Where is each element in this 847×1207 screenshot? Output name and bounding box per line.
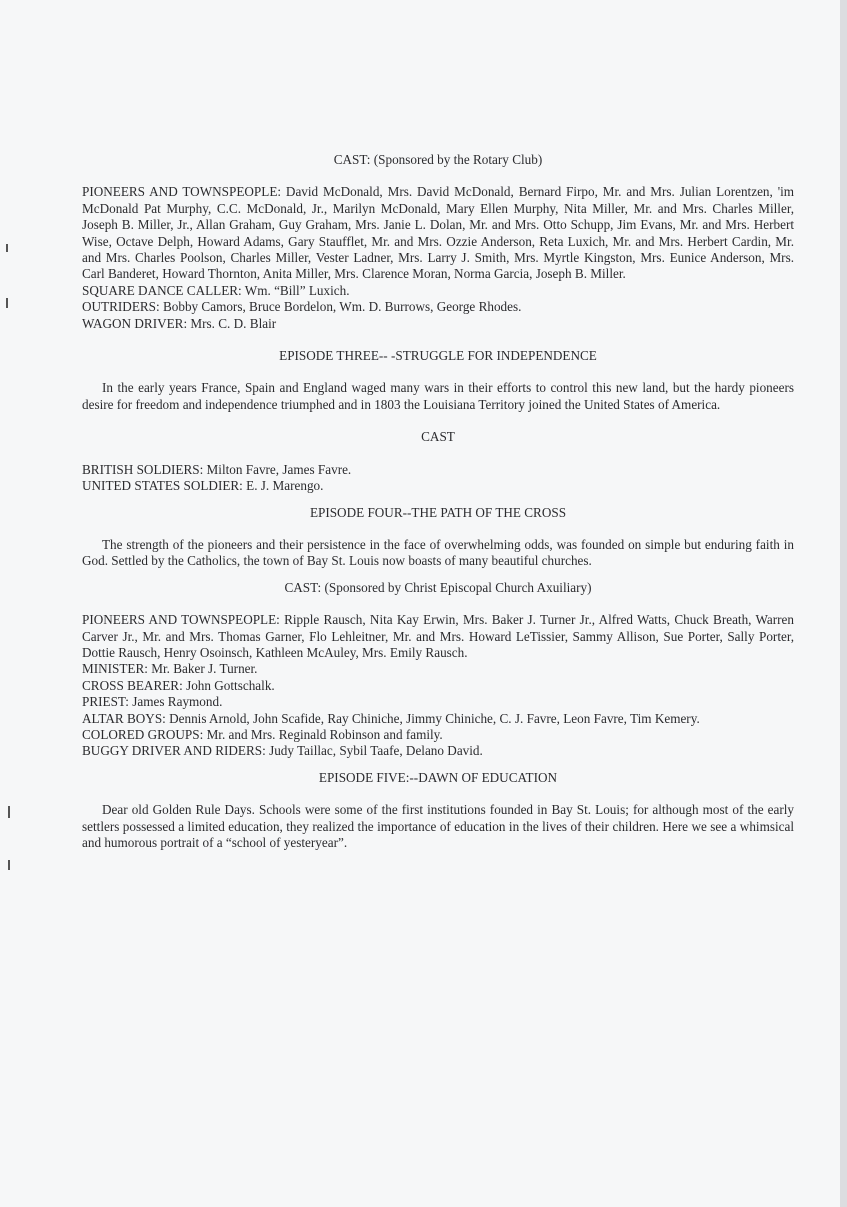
margin-mark-4 (8, 860, 10, 870)
square-dance-caller: SQUARE DANCE CALLER: Wm. “Bill” Luxich. (82, 282, 350, 298)
wagon-driver: WAGON DRIVER: Mrs. C. D. Blair (82, 315, 277, 331)
priest: PRIEST: James Raymond. (82, 694, 223, 710)
altar-boys: ALTAR BOYS: Dennis Arnold, John Scafide, Ray Chiniche, Jimmy Chiniche, C. J. Favre, Leon Favre, Tim Kemery. (82, 710, 700, 726)
episode-five-text: Dear old Golden Rule Days. Schools were some of the first institutions founded in Bay St. Louis; for although most of the early settlers possessed a limited education, they realized the importance of education in the lives of their children. Here we see a whimsical and humorous portrait of a “school of yesteryear”. (82, 802, 794, 850)
pioneers-episcopal: PIONEERS AND TOWNSPEOPLE: Ripple Rausch, Nita Kay Erwin, Mrs. Baker J. Turner Jr., Alfred Watts, Chuck Breath, Warren Carver Jr., Mr. and Mrs. Thomas Garner, Flo Lehleitner, Mr. and Mrs. Howard LeTissier, Sammy Allison, Sue Porter, Sally Porter, Dottie Rausch, Henry Osoinsch, Kathleen McAuley, Mrs. Emily Rausch. (82, 612, 794, 660)
margin-mark-3 (8, 806, 10, 818)
us-soldier: UNITED STATES SOLDIER: E. J. Marengo. (82, 478, 324, 494)
cross-bearer: CROSS BEARER: John Gottschalk. (82, 677, 275, 693)
colored-groups: COLORED GROUPS: Mr. and Mrs. Reginald Robinson and family. (82, 726, 443, 742)
british-soldiers: BRITISH SOLDIERS: Milton Favre, James Favre. (82, 461, 352, 477)
buggy-driver: BUGGY DRIVER AND RIDERS: Judy Taillac, Sybil Taafe, Delano David. (82, 743, 483, 759)
episode-four-text: The strength of the pioneers and their persistence in the face of overwhelming odds, was founded on simple but enduring faith in God. Settled by the Catholics, the town of Bay St. Louis now boasts of many beautiful churches. (82, 536, 794, 569)
cast-heading: CAST (421, 429, 455, 445)
cast-heading-rotary: CAST: (Sponsored by the Rotary Club) (333, 152, 543, 167)
episode-three-text: In the early years France, Spain and England waged many wars in their efforts to control this new land, but the hardy pioneers desire for freedom and independence triumphed and in 1803 the Louisiana Territory joined the United States of America. (82, 380, 794, 412)
page-edge (840, 0, 847, 1207)
margin-mark-2 (6, 298, 8, 308)
document-body (82, 152, 794, 851)
cast-heading-episcopal: CAST: (Sponsored by Christ Episcopal Church Axuiliary) (284, 579, 592, 595)
pioneers-rotary: PIONEERS AND TOWNSPEOPLE: David McDonald, Mrs. David McDonald, Bernard Firpo, Mr. and Mrs. Julian Lorentzen, 'im McDonald Pat Murphy, C.C. McDonald, Jr., Marilyn McDonald, Mary Ellen Murphy, Nita Miller, Mr. and Mrs. Charles Miller, Joseph B. Miller, Jr., Allan Graham, Guy Graham, Mrs. Janie L. Dolan, Mr. and Mrs. Otto Schupp, Jim Evans, Mr. and Mrs. Herbert Wise, Octave Delph, Howard Adams, Gary Staufflet, Mr. and Mrs. Ozzie Anderson, Reta Luxich, Mr. and Mrs. Herbert Cardin, Mr. and Mrs. Charles Poolson, Charles Miller, Vester Ladner, Mrs. Larry J. Smith, Mrs. Myrtle Kingston, Mrs. Eunice Anderson, Mrs. Carl Banderet, Howard Thornton, Anita Miller, Mrs. Clarence Moran, Norma Garcia, Joseph B. Miller. (82, 184, 794, 282)
episode-three-heading: EPISODE THREE-- -STRUGGLE FOR INDEPENDENCE (279, 348, 597, 364)
episode-four-heading: EPISODE FOUR--THE PATH OF THE CROSS (309, 504, 567, 520)
minister: MINISTER: Mr. Baker J. Turner. (82, 661, 258, 677)
outriders: OUTRIDERS: Bobby Camors, Bruce Bordelon, Wm. D. Burrows, George Rhodes. (82, 299, 522, 315)
episode-five-heading: EPISODE FIVE:--DAWN OF EDUCATION (318, 769, 558, 785)
margin-mark-1 (6, 244, 8, 252)
